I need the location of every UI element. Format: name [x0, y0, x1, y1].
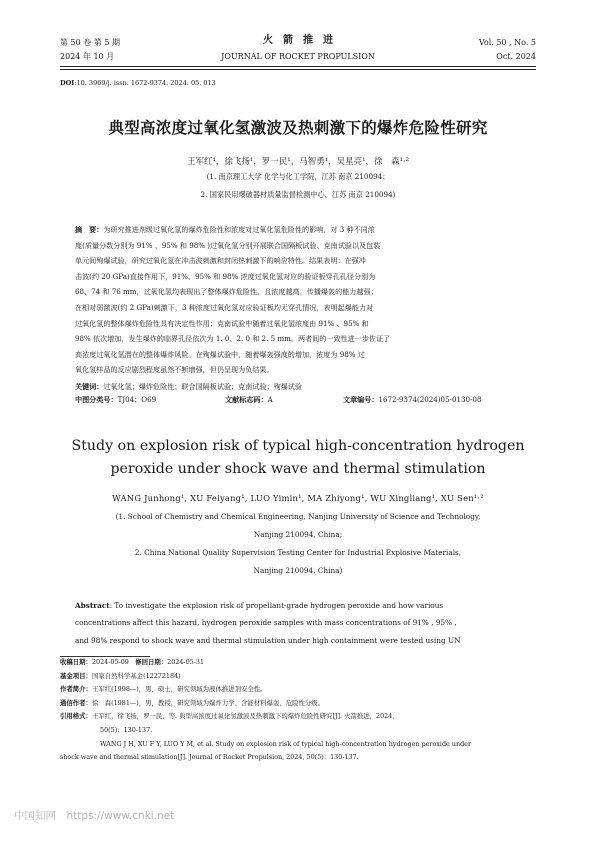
footnotes [60, 656, 536, 765]
doi [60, 79, 216, 87]
page-title-en [0, 435, 596, 481]
affiliation-en-2: 2. China National Quality Supervision Testing Center for Industrial Explosive Materials, [134, 548, 462, 557]
abstract-cn-line: 单元间殉爆试验，研究过氧化氢在冲击波刺激和封闭热刺激下的响应特性。结果表明：在强冲 [75, 256, 366, 266]
title-en-line: Study on explosion risk of typical high-concentration hydrogen [71, 438, 525, 454]
abstract-cn-line: 氧化氢样品的反应剧烈程度虽然不断增强，但仍呈现为负结果。 [75, 365, 274, 375]
doi-value: :10. 3969/j. issn. 1672-9374. 2024. 05. 013 [74, 79, 216, 87]
journal-name-en: JOURNAL OF ROCKET PROPULSION [221, 52, 375, 61]
keywords-label: 关键词： [75, 382, 104, 391]
page-title-cn: 典型高浓度过氧化氢激波及热刺激下的爆炸危险性研究 [108, 118, 488, 137]
citation-format: 引用格式：王军红，徐飞扬，罗一民，等. 典型高浓度过氧化氢激波及热刺激下的爆炸危险性研究[J]. 火箭推进，2024， [60, 712, 399, 721]
abstract-en-label: Abstract [75, 601, 110, 610]
author-bio: 作者简介：王军红(1998—)，男，硕士，研究领域为液体推进剂安全性。 [60, 685, 267, 694]
affiliation-en-1: (1. School of Chemistry and Chemical Engineering, Nanjing University of Science and Technology, [115, 512, 481, 521]
keywords [75, 379, 521, 394]
abstract-en [75, 597, 521, 649]
abstract-cn-line: 摘 要：为研究推进剂级过氧化氢的爆炸危险性和浓度对过氧化氢危险性的影响，对 3 种不同浓 [75, 225, 375, 234]
abstract-en-line: and 98% respond to shock wave and thermal stimulation under high containment were tested using UN [75, 635, 461, 645]
abstract-cn-line: 击波(约 20 GPa)直接作用下，91%、95% 和 98% 浓度过氧化氢对应的验证板穿孔孔径分别为 [75, 271, 376, 281]
abstract-cn-line: 度(质量分数分别为 91% 、95% 和 98% )过氧化氢分别开展联合国隔板试验、克南试验以及包装 [75, 240, 381, 250]
fund-project: 基金项目：国家自然科学基金(12272184) [60, 671, 181, 680]
journal-date-en: Oct. 2024 [496, 52, 536, 61]
clc-number: 中图分类号： TJ04；O69 [75, 395, 157, 404]
citation-line: WANG J H, XU F Y, LUO Y M, et al. Study on explosion risk of typical high-concentration hydrogen peroxide under [100, 739, 472, 748]
classification-row [75, 395, 521, 407]
abstract-en-line: Abstract: To investigate the explosion risk of propellant-grade hydrogen peroxide and how various [75, 601, 444, 610]
journal-name-cn: 火 箭 推 进 [263, 35, 333, 46]
abstract-cn-line: 过氧化氢的整体爆炸危险性具有决定性作用；克南试验中随着过氧化氢浓度由 91% 、95% 和 [75, 318, 369, 328]
abstract-cn-line: 高浓度过氧化氢潜在的整体爆炸风险。在殉爆试验中，随着爆轰强度的增加，浓度为 98% 过 [75, 349, 365, 359]
affiliation-cn-1: (1. 南京理工大学 化学与化工学院，江苏 南京 210094； [206, 172, 390, 181]
abstract-cn-line: 68、74 和 76 mm，过氧化氢均表现出了整体爆炸危险性，且浓度越高，传播爆轰的能力越强； [75, 287, 378, 297]
abstract-en-line: concentrations affect this hazard, hydrogen peroxide samples with mass concentrations of 91% , 95% , [75, 618, 457, 628]
document-code: 文献标志码： A [225, 395, 273, 404]
doi-label: DOI [60, 79, 75, 87]
journal-volume-issue: 第 50 卷 第 5 期 [60, 38, 120, 47]
citation-line: 50(5)：130-137. [100, 725, 153, 734]
affiliation-en-1b: Nanjing 210094, China; [253, 530, 343, 539]
journal-volume-en: Vol. 50 , No. 5 [478, 38, 536, 47]
journal-date: 2024 年 10 月 [60, 52, 115, 61]
affiliation-en-2b: Nanjing 210094, China) [253, 566, 343, 575]
authors-en: WANG Junhong¹, XU Feiyang¹, LUO Yimin¹, MA Zhiyong¹, WU Xingliang¹, XU Sen¹·² [112, 493, 484, 503]
abstract-cn [75, 222, 521, 378]
header-rule-thin [60, 69, 536, 70]
corresponding-author: 通信作者：徐 森(1981—)，男，教授，研究领域为爆炸力学、含能材料爆轰、危险性分级。 [60, 698, 325, 707]
authors-cn: 王军红¹，徐飞扬¹，罗一民¹，马智勇¹，吴星亮¹，徐 森¹·² [186, 157, 410, 167]
affiliation-cn-2: 2. 国家民用爆破器材质量监督检测中心，江苏 南京 210094) [200, 190, 396, 199]
article-number: 文章编号： 1672-9374(2024)05-0130-08 [343, 395, 482, 404]
header-rule-thick [60, 66, 536, 67]
received-date: 收稿日期：2024-05-09 修回日期：2024-05-31 [60, 658, 205, 666]
title-en-line: peroxide under shock wave and thermal stimulation [110, 461, 486, 477]
abstract-cn-line: 98% 依次增加，发生爆炸的临界孔径依次为 1. 0、2. 0 和 2. 5 mm。两者间的一致性进一步佐证了 [75, 334, 391, 344]
abstract-cn-line: 在相对弱激波(约 2 GPa)刺激下，3 种浓度过氧化氢对应验证板均无穿孔情况，表明起爆能力对 [75, 302, 374, 312]
citation-line: shock wave and thermal stimulation[J]. Journal of Rocket Propulsion, 2024, 50(5)：130-137. [60, 753, 359, 762]
keywords-value: 过氧化氢；爆炸危险性；联合国隔板试验；克南试验；殉爆试验 [103, 382, 302, 391]
watermark: 中国知网 https://www.cnki.net [14, 810, 175, 822]
abstract-cn-label: 摘 要： [75, 225, 104, 234]
